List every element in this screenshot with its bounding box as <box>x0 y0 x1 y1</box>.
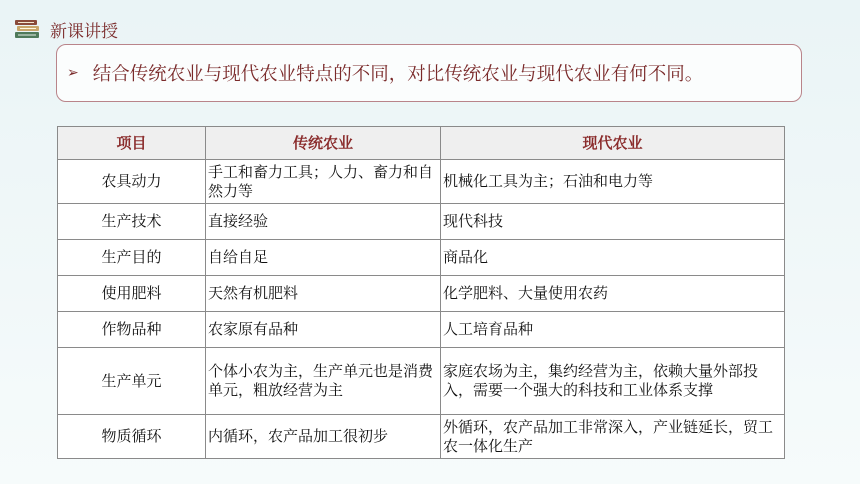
table-row <box>58 160 785 204</box>
modern-cell: 外循环，农产品加工非常深入，产业链延长，贸工农一体化生产 <box>441 415 785 459</box>
row-item-cell: 生产单元 <box>58 348 206 415</box>
row-item-cell: 生产目的 <box>58 240 206 276</box>
table-header-row <box>58 127 785 160</box>
traditional-cell: 内循环，农产品加工很初步 <box>206 415 441 459</box>
section-title: 新课讲授 <box>50 21 118 42</box>
modern-cell: 人工培育品种 <box>441 312 785 348</box>
table-row <box>58 312 785 348</box>
traditional-cell: 天然有机肥料 <box>206 276 441 312</box>
row-item-cell: 作物品种 <box>58 312 206 348</box>
table-row <box>58 204 785 240</box>
section-header <box>14 14 118 44</box>
modern-cell: 化学肥料、大量使用农药 <box>441 276 785 312</box>
traditional-cell: 手工和畜力工具；人力、畜力和自然力等 <box>206 160 441 204</box>
modern-cell: 机械化工具为主；石油和电力等 <box>441 160 785 204</box>
table-row <box>58 240 785 276</box>
row-item-cell: 使用肥料 <box>58 276 206 312</box>
table-row <box>58 415 785 459</box>
table-row <box>58 348 785 415</box>
question-box <box>56 44 802 102</box>
row-item-cell: 农具动力 <box>58 160 206 204</box>
traditional-cell: 个体小农为主，生产单元也是消费单元，粗放经营为主 <box>206 348 441 415</box>
column-header-item: 项目 <box>58 127 206 160</box>
traditional-cell: 农家原有品种 <box>206 312 441 348</box>
comparison-table <box>57 126 785 459</box>
question-text: 结合传统农业与现代农业特点的不同，对比传统农业与现代农业有何不同。 <box>92 64 704 85</box>
modern-cell: 现代科技 <box>441 204 785 240</box>
column-header-traditional: 传统农业 <box>206 127 441 160</box>
row-item-cell: 物质循环 <box>58 415 206 459</box>
row-item-cell: 生产技术 <box>58 204 206 240</box>
traditional-cell: 自给自足 <box>206 240 441 276</box>
column-header-modern: 现代农业 <box>441 127 785 160</box>
table-row <box>58 276 785 312</box>
arrow-right-icon: ➢ <box>67 65 79 81</box>
traditional-cell: 直接经验 <box>206 204 441 240</box>
books-icon <box>14 18 42 40</box>
modern-cell: 家庭农场为主，集约经营为主，依赖大量外部投入，需要一个强大的科技和工业体系支撑 <box>441 348 785 415</box>
modern-cell: 商品化 <box>441 240 785 276</box>
